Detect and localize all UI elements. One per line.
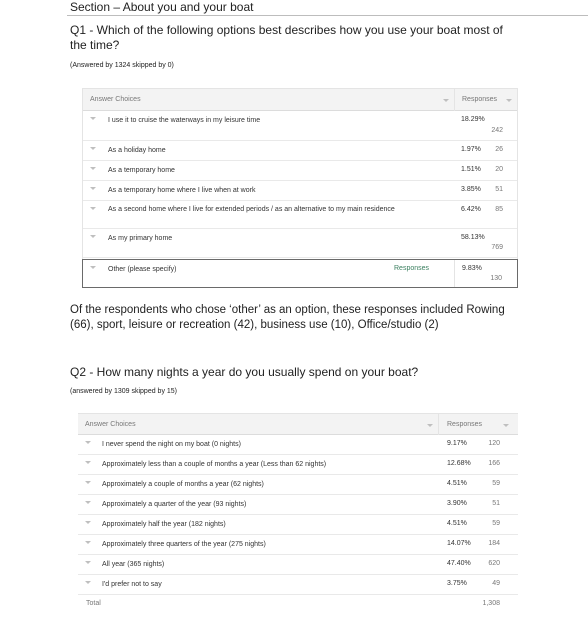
q1-col-responses[interactable]: Responses bbox=[462, 96, 498, 103]
row-percent: 14.07% bbox=[447, 540, 471, 547]
q1-other-note: Of the respondents who chose ‘other’ as an option, these responses included Rowing (66), sport, leisure or recreation (42), business use (10), Office/studio (2) bbox=[70, 304, 505, 331]
row-label: As a second home where I live for extended periods / as an alternative to my main residence bbox=[108, 206, 395, 213]
row-percent: 4.51% bbox=[447, 480, 467, 487]
row-count: 20 bbox=[495, 166, 503, 173]
row-caret-icon[interactable] bbox=[90, 235, 96, 238]
row-percent: 3.85% bbox=[461, 186, 481, 193]
q1-title: Q1 - Which of the following options best describes how you use your boat most of the time? bbox=[70, 23, 503, 52]
row-label: As a temporary home where I live when at work bbox=[108, 187, 256, 194]
q1-sort-choices-icon[interactable] bbox=[443, 99, 449, 102]
row-percent: 12.68% bbox=[447, 460, 471, 467]
table-row bbox=[78, 515, 518, 535]
row-percent: 1.97% bbox=[461, 146, 481, 153]
row-count: 59 bbox=[492, 520, 500, 527]
table-row bbox=[78, 495, 518, 515]
row-label: As a holiday home bbox=[108, 147, 166, 154]
q2-table bbox=[78, 413, 518, 613]
row-label: I use it to cruise the waterways in my leisure time bbox=[108, 117, 261, 124]
table-row bbox=[78, 575, 518, 595]
row-count: 184 bbox=[488, 540, 500, 547]
row-caret-icon[interactable] bbox=[85, 541, 91, 544]
row-caret-icon[interactable] bbox=[85, 441, 91, 444]
row-percent: 3.75% bbox=[447, 580, 467, 587]
row-caret-icon[interactable] bbox=[85, 521, 91, 524]
row-caret-icon[interactable] bbox=[90, 117, 96, 120]
row-percent: 9.83% bbox=[462, 265, 482, 272]
q2-sort-choices-icon[interactable] bbox=[427, 424, 433, 427]
row-caret-icon[interactable] bbox=[90, 147, 96, 150]
row-label: Approximately half the year (182 nights) bbox=[102, 521, 226, 528]
row-caret-icon[interactable] bbox=[85, 501, 91, 504]
table-row bbox=[78, 475, 518, 495]
table-total-row bbox=[78, 595, 518, 614]
table-row bbox=[83, 229, 517, 258]
row-percent: 6.42% bbox=[461, 206, 481, 213]
row-label: I never spend the night on my boat (0 nights) bbox=[102, 441, 241, 448]
row-caret-icon[interactable] bbox=[90, 187, 96, 190]
row-caret-icon[interactable] bbox=[90, 167, 96, 170]
row-count: 51 bbox=[492, 500, 500, 507]
row-label: I'd prefer not to say bbox=[102, 581, 162, 588]
q1-table-header bbox=[83, 89, 517, 111]
row-label: Approximately a quarter of the year (93 nights) bbox=[102, 501, 247, 508]
q2-col-divider bbox=[438, 414, 439, 435]
table-row bbox=[83, 141, 517, 161]
q1-meta: (Answered by 1324 skipped by 0) bbox=[70, 62, 174, 69]
row-count: 130 bbox=[490, 275, 502, 282]
row-count: 769 bbox=[491, 244, 503, 251]
row-percent: 58.13% bbox=[461, 234, 485, 241]
row-label: As my primary home bbox=[108, 235, 173, 242]
row-count: 51 bbox=[495, 186, 503, 193]
q2-col-answer-choices[interactable]: Answer Choices bbox=[85, 421, 136, 428]
row-count: 85 bbox=[495, 206, 503, 213]
table-row bbox=[83, 111, 517, 141]
row-count: 49 bbox=[492, 580, 500, 587]
row-percent: 4.51% bbox=[447, 520, 467, 527]
table-row bbox=[78, 535, 518, 555]
row-caret-icon[interactable] bbox=[85, 581, 91, 584]
row-percent: 9.17% bbox=[447, 440, 467, 447]
row-count: 120 bbox=[488, 440, 500, 447]
row-divider bbox=[454, 260, 455, 287]
total-label: Total bbox=[86, 600, 101, 607]
q1-sort-responses-icon[interactable] bbox=[506, 99, 512, 102]
section-title: Section – About you and your boat bbox=[70, 0, 254, 14]
row-label: All year (365 nights) bbox=[102, 561, 165, 568]
row-percent: 47.40% bbox=[447, 560, 471, 567]
total-count: 1,308 bbox=[482, 600, 500, 607]
table-row bbox=[83, 201, 517, 229]
table-row bbox=[78, 555, 518, 575]
row-count: 242 bbox=[491, 127, 503, 134]
row-count: 166 bbox=[488, 460, 500, 467]
other-responses-link[interactable]: Responses bbox=[394, 265, 430, 272]
q2-title: Q2 - How many nights a year do you usually spend on your boat? bbox=[70, 365, 419, 379]
row-label: Approximately three quarters of the year (275 nights) bbox=[102, 541, 266, 548]
row-label: Approximately less than a couple of months a year (Less than 62 nights) bbox=[102, 461, 327, 468]
row-caret-icon[interactable] bbox=[85, 561, 91, 564]
row-percent: 1.51% bbox=[461, 166, 481, 173]
row-label: Approximately a couple of months a year (62 nights) bbox=[102, 481, 264, 488]
row-label: As a temporary home bbox=[108, 167, 175, 174]
q2-col-responses[interactable]: Responses bbox=[447, 421, 483, 428]
q1-col-answer-choices[interactable]: Answer Choices bbox=[90, 96, 141, 103]
row-label: Other (please specify) bbox=[108, 266, 177, 273]
row-caret-icon[interactable] bbox=[90, 266, 96, 269]
table-row bbox=[83, 161, 517, 181]
row-percent: 18.29% bbox=[461, 116, 485, 123]
q2-meta: (answered by 1309 skipped by 15) bbox=[70, 388, 178, 395]
row-count: 59 bbox=[492, 480, 500, 487]
table-row-other[interactable] bbox=[82, 259, 518, 288]
q2-sort-responses-icon[interactable] bbox=[503, 424, 509, 427]
q1-table bbox=[82, 88, 518, 288]
section-divider bbox=[67, 15, 588, 16]
row-percent: 3.90% bbox=[447, 500, 467, 507]
q2-table-header bbox=[78, 414, 518, 435]
row-count: 26 bbox=[495, 146, 503, 153]
row-caret-icon[interactable] bbox=[90, 207, 96, 210]
table-row bbox=[83, 181, 517, 201]
row-count: 620 bbox=[488, 560, 500, 567]
table-row bbox=[78, 455, 518, 475]
row-caret-icon[interactable] bbox=[85, 481, 91, 484]
q1-col-divider bbox=[454, 89, 455, 111]
row-caret-icon[interactable] bbox=[85, 461, 91, 464]
table-row bbox=[78, 435, 518, 455]
